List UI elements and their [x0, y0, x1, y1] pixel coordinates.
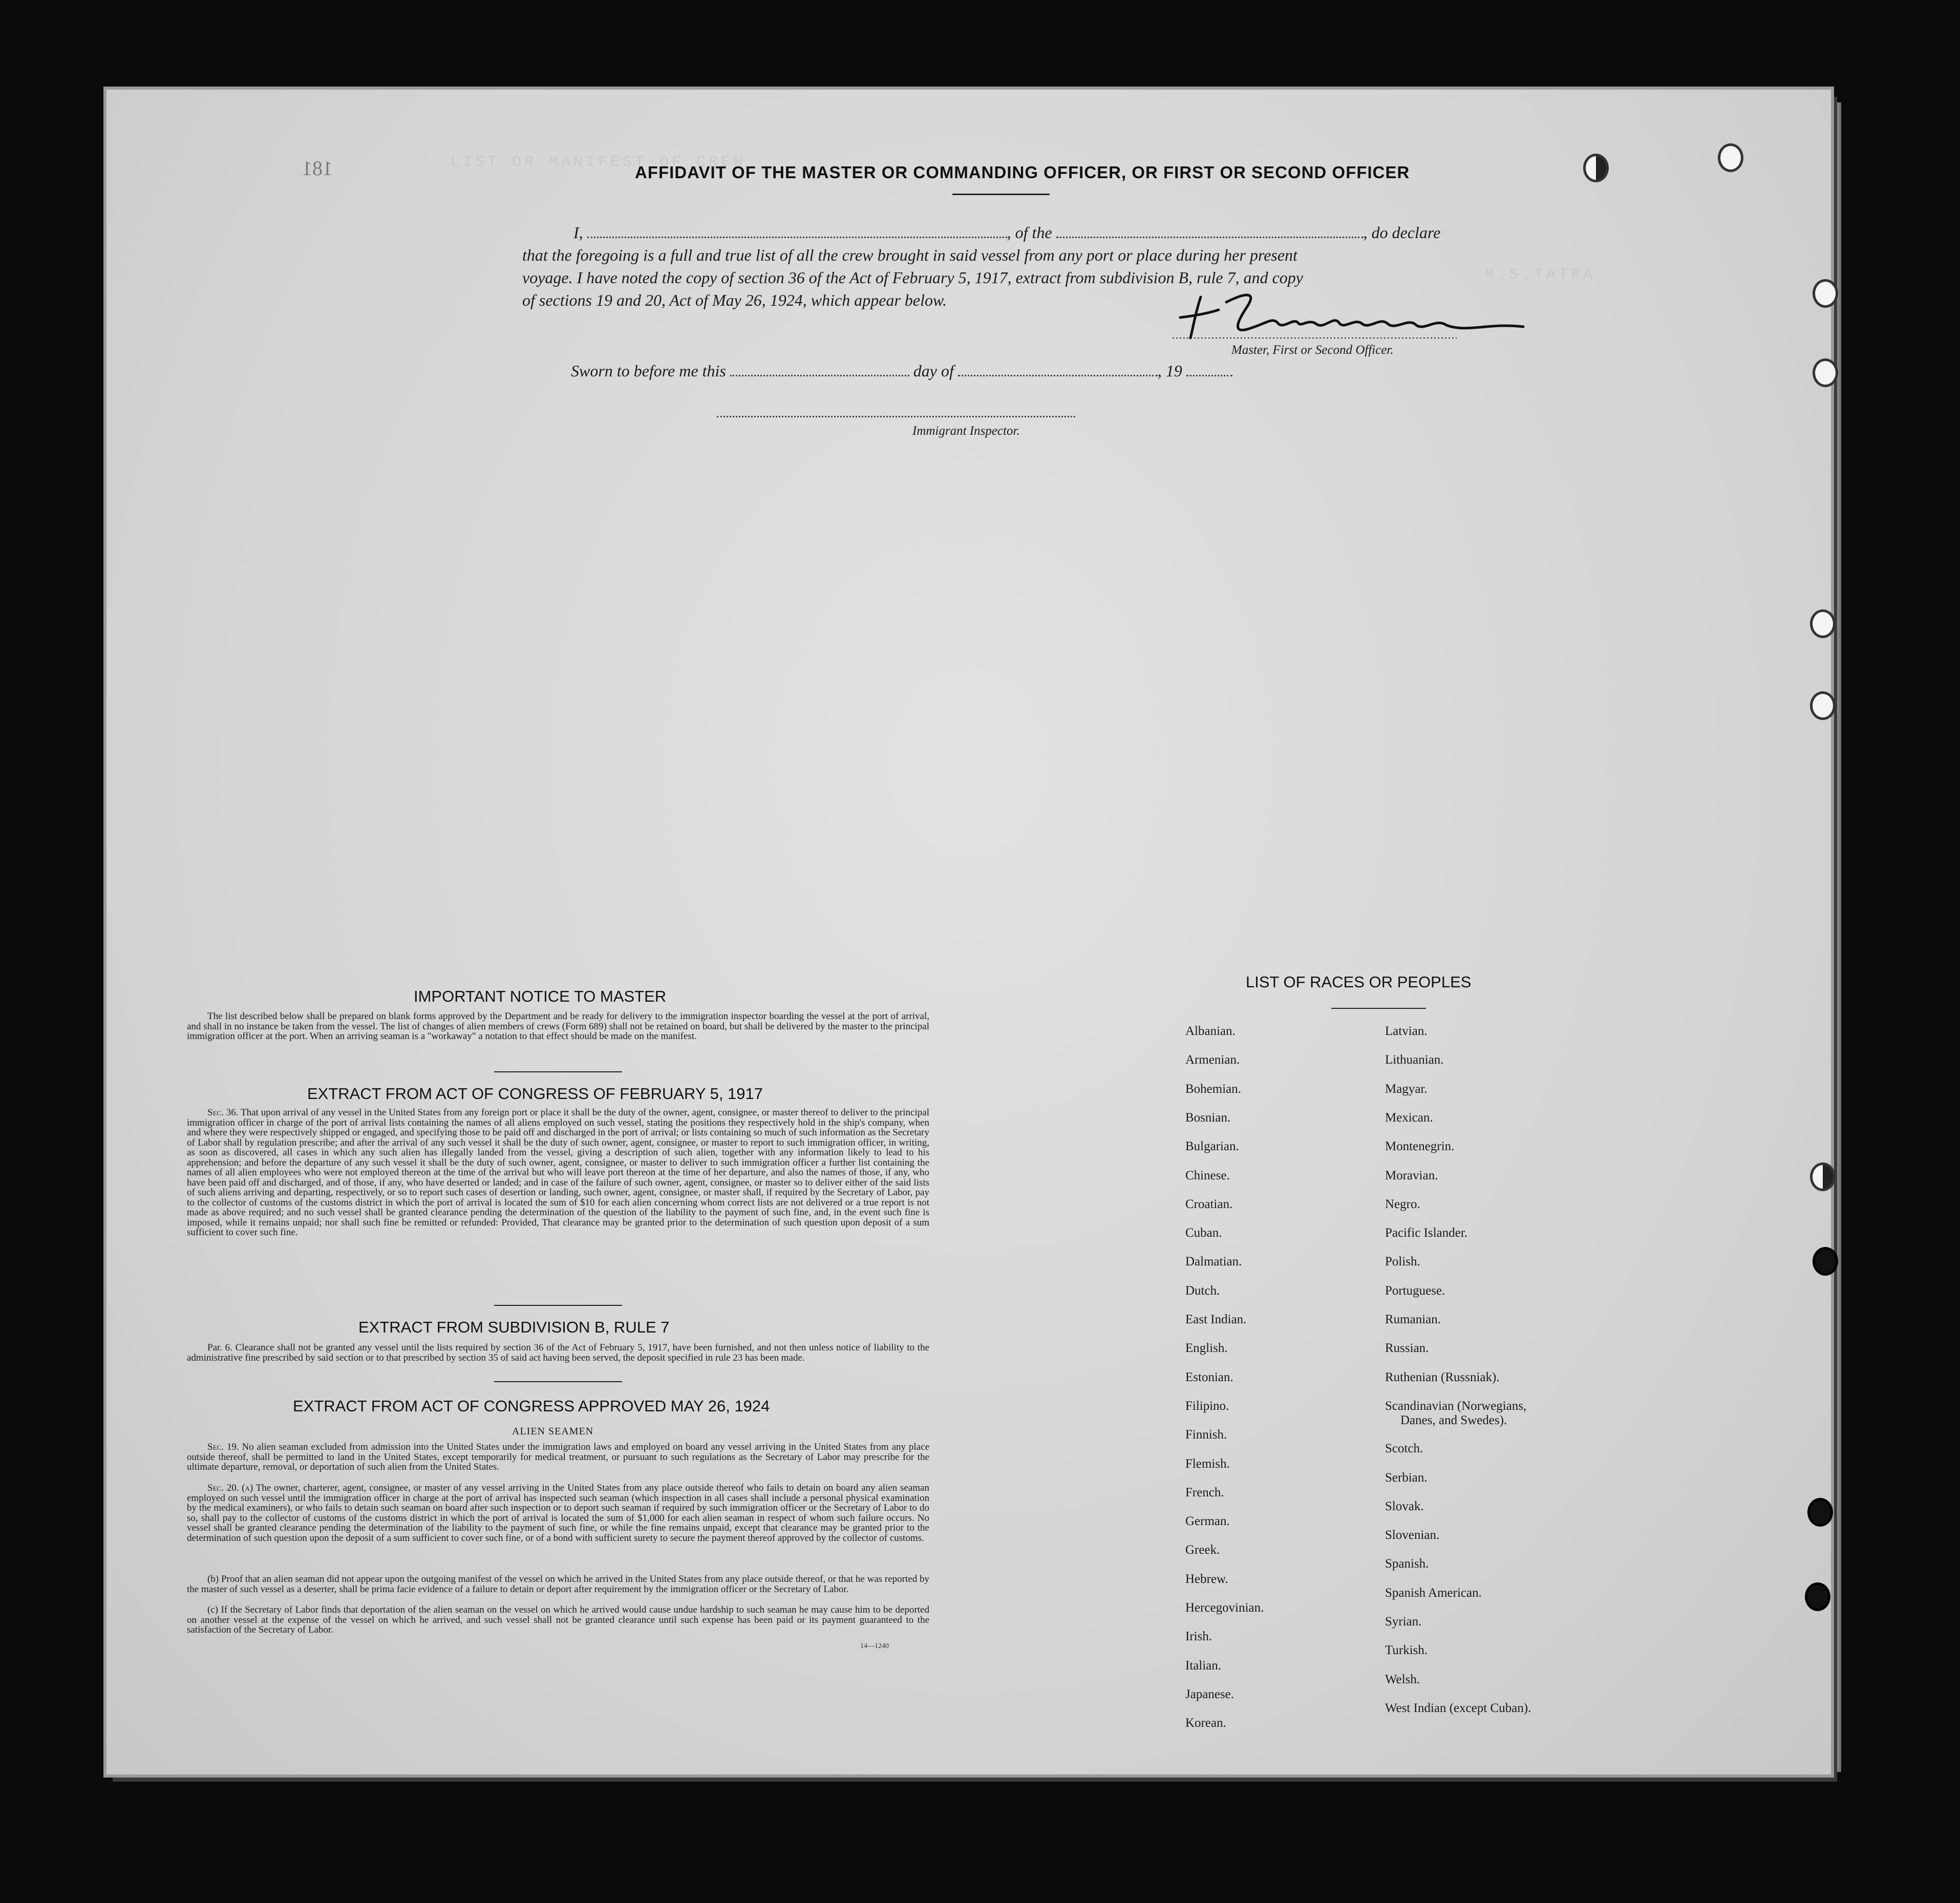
par-6-text: Clearance shall not be granted any vessel until the lists required by section 36 of the Act of February 5, 1917, have been furnished, and not then unless notice of liability to the administrative fine prescribed by said section or to that prescribed by section 35 of said act having been served, the deposit specified in rule 23 has been made. — [187, 1342, 929, 1363]
sec-36-text: That upon arrival of any vessel in the United States from any foreign port or place it shall be the duty of the owner, agent, consignee, or master thereof to deliver to the principal immigration officer in charge of the port of arrival lists containing the names of all aliens employed on such vessel, stating the positions they respectively hold in the ship's company, when and where they were respectively shipped or engaged, and specifying those to be paid off and discharged in the port of arrival; or lists containing so much of such information as the Secretary of Labor shall by regulation prescribe; and after the arrival of any such vessel it shall be the duty of such owner, agent, consignee, or master to report to such immigration officer, in writing, as soon as discovered, all cases in which any such alien has illegally landed from the vessel, giving a description of such alien, together with any information likely to lead to his apprehension; and before the departure of any such vessel it shall be the duty of such owner, agent, consignee, or master to deliver to such immigration officer a further list containing the names of all alien employees who were not employed thereon at the time of the arrival but who will leave port thereon at the time of her departure, and also the names of those, if any, who have been paid off and discharged, and of those, if any, who have deserted or landed; and in case of the failure of such owner, agent, consignee, or master so to deliver either of the said lists of such aliens arriving and departing, respectively, or so to report such cases of desertion or landing, such owner, agent, consignee, or master shall, if required by the Secretary of Labor, pay to the collector of customs of the customs district in which the port of arrival is located the sum of $10 for each alien concerning whom correct lists are not delivered or a true report is not made as above required; and no such vessel shall be granted clearance pending the determination of the question of the liability to the payment of such fine, and, in the event such fine is imposed, while it remains unpaid; nor shall such fine be remitted or refunded: Provided, That clearance may be granted prior to the determination of such question upon deposit of a sum sufficient to cover such fine. — [187, 1107, 929, 1238]
race-item: Danes, and Swedes). — [1400, 1413, 1507, 1427]
bleed-through-text: M.S.TATRA — [1485, 266, 1596, 284]
punch-hole — [1805, 1582, 1830, 1611]
sec-20a-text: The owner, charterer, agent, consignee, or master of any vessel arriving in the United States from any place outside thereof who fails to detain on board any alien seaman employed on such vessel until the immigration officer in charge at the port of arrival has inspected such seaman (which inspection in all cases shall include a personal physical examination by the medical examiners), or who fails to detain such seaman on board after such inspection or to deport such seaman if required by such immigration officer or the Secretary of Labor to do so, shall pay to the collector of customs of the customs district in which the port of arrival is located the sum of $1,000 for each alien seaman in respect of whom such failure occurs. No vessel shall be granted clearance pending the determination of the liability to the payment of such fine, or while the fine remains unpaid, except that clearance may be granted prior to the determination of such question upon the deposit of a sum sufficient to cover such fine, or of a bond with sufficient surety to secure the payment thereof approved by the collector of customs. — [187, 1483, 929, 1543]
punch-hole — [1807, 1498, 1833, 1527]
alien-seamen-subtitle: ALIEN SEAMEN — [512, 1426, 594, 1437]
vessel-blank[interactable] — [1056, 225, 1364, 238]
punch-hole — [1813, 279, 1838, 308]
name-blank[interactable] — [587, 225, 1007, 238]
race-item: Pacific Islander. — [1385, 1226, 1468, 1240]
race-item: East Indian. — [1185, 1313, 1247, 1326]
race-item: Spanish. — [1385, 1557, 1429, 1571]
sec-20a-body — [187, 1483, 929, 1543]
sec-19-label: Sec. 19. — [207, 1442, 239, 1452]
punch-hole — [1718, 143, 1743, 172]
punch-hole — [1810, 1162, 1836, 1191]
race-item: Filipino. — [1185, 1399, 1229, 1413]
race-item: Bosnian. — [1185, 1110, 1231, 1125]
race-item: Polish. — [1385, 1255, 1420, 1269]
punch-hole — [1810, 691, 1836, 720]
extract-rule7-body — [187, 1343, 929, 1363]
section-divider — [494, 1305, 622, 1306]
race-item: Moravian. — [1385, 1168, 1438, 1182]
punch-hole — [1810, 609, 1836, 638]
punch-hole — [1583, 154, 1609, 182]
race-item: Flemish. — [1185, 1456, 1230, 1471]
races-title: LIST OF RACES OR PEOPLES — [1246, 973, 1472, 991]
section-divider — [494, 1381, 622, 1382]
race-item: Latvian. — [1385, 1024, 1428, 1038]
sec-19-body — [187, 1442, 929, 1472]
race-item: Slovak. — [1385, 1499, 1424, 1513]
extract-1917-body — [187, 1108, 929, 1238]
race-item: West Indian (except Cuban). — [1385, 1701, 1531, 1715]
sec-36-label: Sec. 36. — [207, 1107, 239, 1118]
race-item: English. — [1185, 1341, 1228, 1356]
punch-hole — [1813, 358, 1838, 387]
race-item: Finnish. — [1185, 1428, 1227, 1442]
race-item: Albanian. — [1185, 1024, 1235, 1038]
race-item: Welsh. — [1385, 1672, 1420, 1686]
signature-label: Master, First or Second Officer. — [1231, 343, 1394, 357]
race-item: Scandinavian (Norwegians, — [1385, 1399, 1527, 1413]
races-underline — [1331, 1008, 1426, 1009]
race-item: Montenegrin. — [1385, 1139, 1455, 1154]
affidavit-declare: , do declare — [1363, 223, 1441, 242]
extract-rule7-title: EXTRACT FROM SUBDIVISION B, RULE 7 — [358, 1318, 670, 1336]
master-signature — [1170, 287, 1528, 348]
race-item: Magyar. — [1385, 1082, 1428, 1096]
race-item: Cuban. — [1185, 1226, 1222, 1240]
race-item: Spanish American. — [1385, 1585, 1482, 1600]
inspector-signature-blank[interactable] — [717, 405, 1075, 417]
section-divider — [494, 1071, 622, 1072]
race-item: Bohemian. — [1185, 1082, 1242, 1096]
race-item: Turkish. — [1385, 1643, 1428, 1658]
sec-20b-body: (b) Proof that an alien seaman did not appear upon the outgoing manifest of the vessel on which he arrived in the United States from any place outside thereof, or that he was reported by the master of such vessel as a deserter, shall be prima facie evidence of a failure to detain or deport after requirement by the immigration officer or the Secretary of Labor. — [187, 1574, 929, 1595]
notice-body: The list described below shall be prepared on blank forms approved by the Department and be ready for delivery to the immigration inspector boarding the vessel at the port of arrival, and shall in no instance be taken from the vessel. The list of changes of alien members of crews (Form 689) shall not be retained on board, but shall be delivered by the master to the principal immigration officer at the port. When an arriving seaman is a "workaway" a notation to that effect should be made on the manifest. — [187, 1011, 929, 1042]
sworn-month-blank[interactable] — [958, 364, 1158, 376]
sworn-line — [571, 360, 1544, 382]
race-item: Slovenian. — [1385, 1528, 1440, 1542]
race-item: German. — [1185, 1514, 1230, 1529]
race-item: Estonian. — [1185, 1370, 1233, 1384]
affidavit-i: I, — [573, 223, 583, 242]
sworn-day-blank[interactable] — [730, 364, 909, 376]
race-item: French. — [1185, 1485, 1224, 1499]
race-item: Dutch. — [1185, 1283, 1220, 1298]
race-item: Negro. — [1385, 1197, 1420, 1211]
race-item: Russian. — [1385, 1341, 1429, 1356]
year-prefix: , 19 — [1157, 362, 1182, 380]
race-item: Ruthenian (Russniak). — [1385, 1370, 1500, 1384]
affidavit-of-the: , of the — [1007, 223, 1052, 242]
race-item: Mexican. — [1385, 1110, 1433, 1125]
punch-hole — [1813, 1247, 1838, 1276]
extract-1924-title: EXTRACT FROM ACT OF CONGRESS APPROVED MAY 26, 1924 — [293, 1397, 770, 1415]
race-item: Dalmatian. — [1185, 1255, 1242, 1269]
race-item: Hebrew. — [1185, 1572, 1228, 1586]
bleed-through-text: LIST OR MANIFEST OF CREW — [451, 154, 746, 171]
par-6-label: Par. 6. — [207, 1342, 232, 1353]
sec-20c-body: (c) If the Secretary of Labor finds that deportation of the alien seaman on the vessel on which he arrived would cause undue hardship to such seaman he may cause him to be deported on another vessel at the expense of the vessel on which he arrived, and such vessel shall not be granted clearance until such expense has been paid or its payment guaranteed to the satisfaction of the Secretary of Labor. — [187, 1604, 929, 1635]
inspector-label: Immigrant Inspector. — [912, 424, 1020, 438]
race-item: Italian. — [1185, 1658, 1222, 1673]
notice-title: IMPORTANT NOTICE TO MASTER — [414, 987, 667, 1005]
race-item: Armenian. — [1185, 1053, 1240, 1067]
race-item: Croatian. — [1185, 1197, 1233, 1211]
affidavit-title: AFFIDAVIT OF THE MASTER OR COMMANDING OFFICER, OR FIRST OR SECOND OFFICER — [635, 163, 1410, 182]
race-item: Hercegovinian. — [1185, 1601, 1264, 1615]
race-item: Rumanian. — [1385, 1313, 1441, 1326]
race-item: Lithuanian. — [1385, 1053, 1444, 1067]
race-item: Bulgarian. — [1185, 1139, 1239, 1154]
sworn-text: Sworn to before me this — [571, 362, 726, 380]
extract-1917-title: EXTRACT FROM ACT OF CONGRESS OF FEBRUARY 5, 1917 — [307, 1085, 763, 1103]
paper-edge — [1831, 102, 1841, 1772]
sec-19-text: No alien seaman excluded from admission into the United States under the immigration laws and employed on board any vessel arriving in the United States from any place outside thereof, shall be permitted to land in the United States, except temporarily for medical treatment, or pursuant to such regulations as the Secretary of Labor may prescribe for the ultimate departure, removal, or deportation of such alien from the United States. — [187, 1442, 930, 1472]
race-item: Greek. — [1185, 1543, 1220, 1557]
affidavit-line-3: voyage. I have noted the copy of section 36 of the Act of February 5, 1917, extract from subdivision B, rule 7, and copy — [522, 268, 1303, 287]
race-item: Chinese. — [1185, 1168, 1230, 1182]
race-item: Syrian. — [1385, 1615, 1422, 1629]
form-number: 14—1240 — [860, 1642, 889, 1650]
title-underline — [952, 194, 1050, 195]
race-item: Irish. — [1185, 1630, 1212, 1644]
race-item: Japanese. — [1185, 1687, 1234, 1701]
sec-20-label: Sec. 20. (a) — [207, 1483, 253, 1493]
day-of-text: day of — [913, 362, 954, 380]
race-item: Serbian. — [1385, 1470, 1428, 1485]
sworn-year-blank[interactable] — [1186, 364, 1232, 376]
race-item: Korean. — [1185, 1716, 1226, 1730]
affidavit-line-2: that the foregoing is a full and true list of all the crew brought in said vessel from any port or place during her present — [522, 246, 1297, 264]
race-item: Scotch. — [1385, 1442, 1423, 1456]
affidavit-line-1 — [522, 221, 1495, 244]
race-item: Portuguese. — [1385, 1283, 1445, 1298]
page-number: 181 — [302, 157, 333, 180]
affidavit-line-4: of sections 19 and 20, Act of May 26, 1924, which appear below. — [522, 291, 947, 309]
